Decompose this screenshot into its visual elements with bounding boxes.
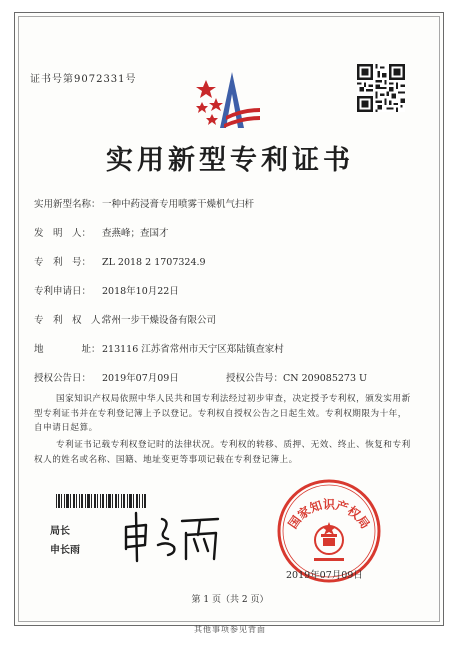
certificate-number: 证书号第9072331号: [30, 74, 137, 85]
field-value: 2018年10月22日: [102, 286, 179, 297]
field-patent-holder: [34, 312, 216, 326]
statement-paragraph: 专利证书记载专利权登记时的法律状况。专利权的转移、质押、无效、终止、恢复和专利权人的姓名或名称、国籍、地址变更等事项记载在专利登记簿上。: [34, 440, 411, 465]
page-number: 第 1 页（共 2 页）: [191, 595, 269, 605]
field-label: 专 利 权 人：: [34, 315, 111, 326]
svg-text:国家知识产权局: 国家知识产权局: [285, 497, 373, 532]
director-title: 局长: [50, 526, 70, 537]
statement-paragraph: 国家知识产权局依照中华人民共和国专利法经过初步审查，决定授予专利权，颁发实用新型专利证书并在专利登记簿上予以登记。专利权自授权公告之日起生效。专利权期限为十年，自申请日起算。: [34, 394, 411, 433]
field-value: 一种中药浸膏专用喷雾干燥机气扫杆: [102, 199, 255, 210]
field-value: 2019年07月09日: [102, 373, 179, 384]
seal-date: 2019年07月09日: [286, 570, 363, 581]
field-utility-model-name: [34, 196, 254, 210]
field-grant-date: [34, 370, 179, 384]
field-label: 专 利 号：: [34, 257, 92, 268]
certificate-title: 实用新型专利证书: [106, 145, 354, 176]
field-label: 地 址：: [34, 344, 101, 355]
qr-code-icon: [357, 64, 405, 112]
field-address: [34, 341, 284, 355]
field-value: 常州一步干燥设备有限公司: [102, 315, 217, 326]
field-label: 授权公告号：: [226, 373, 284, 384]
field-value: ZL 2018 2 1707324.9: [102, 257, 206, 268]
field-grant-number: [226, 370, 367, 384]
field-label: 专利申请日：: [34, 286, 92, 297]
director-name: 申长雨: [50, 545, 80, 556]
director-signature-icon: [118, 505, 228, 565]
field-patent-number: [34, 254, 206, 268]
field-filing-date: [34, 283, 179, 297]
field-label: 发 明 人：: [34, 228, 92, 239]
field-inventor: [34, 225, 169, 239]
footer-note: 其他事项参见背面: [194, 625, 266, 634]
field-value: 查燕峰；查国才: [102, 228, 169, 239]
field-label: 实用新型名称：: [34, 199, 101, 210]
patent-office-emblem-icon: [196, 72, 260, 130]
field-value: CN 209085273 U: [283, 373, 368, 384]
field-label: 授权公告日：: [34, 373, 92, 384]
field-value: 213116 江苏省常州市天宁区郑陆镇查家村: [102, 344, 284, 355]
